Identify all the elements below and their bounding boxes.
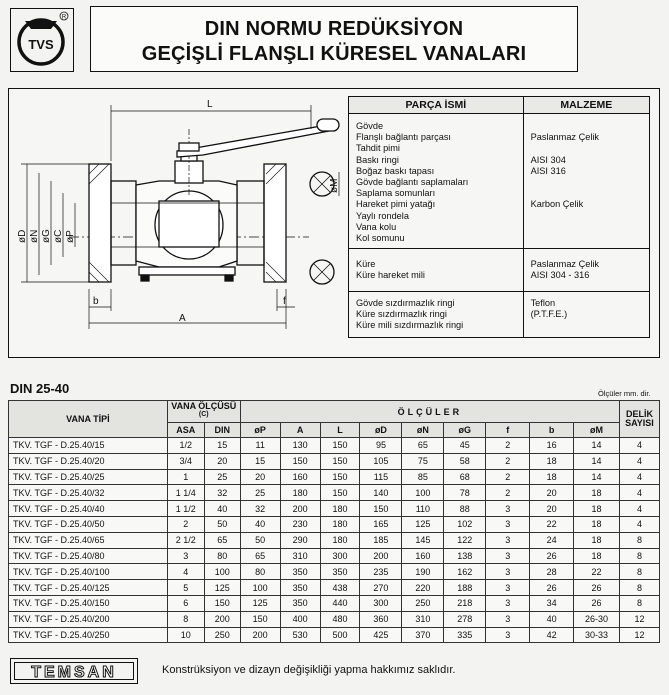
- brand-name: TEMSAN: [31, 664, 117, 681]
- title-line-1: DIN NORMU REDÜKSİYON: [204, 18, 464, 40]
- table-cell: 18: [574, 516, 620, 532]
- table-cell: 50: [204, 516, 240, 532]
- table-cell: 278: [444, 611, 486, 627]
- parts-group-1-materials: Paslanmaz Çelik AISI 304 AISI 316 Karbon Çelik: [523, 114, 649, 249]
- table-cell: 270: [360, 580, 402, 596]
- table-cell: 65: [402, 438, 444, 454]
- table-cell: 4: [619, 438, 659, 454]
- table-cell: 4: [619, 469, 659, 485]
- table-cell: 20: [204, 453, 240, 469]
- table-cell: 110: [402, 501, 444, 517]
- valve-model-cell: TKV. TGF - D.25.40/65: [9, 532, 168, 548]
- sub-header-cell: øD: [360, 423, 402, 438]
- table-cell: 2: [486, 485, 530, 501]
- valve-model-cell: TKV. TGF - D.25.40/250: [9, 627, 168, 643]
- table-cell: 2 1/2: [167, 532, 204, 548]
- table-cell: 3: [486, 580, 530, 596]
- table-cell: 34: [530, 595, 574, 611]
- table-cell: 220: [402, 580, 444, 596]
- table-cell: 1/2: [167, 438, 204, 454]
- table-cell: 10: [167, 627, 204, 643]
- table-cell: 22: [574, 564, 620, 580]
- table-cell: 8: [619, 580, 659, 596]
- table-cell: 16: [530, 438, 574, 454]
- parts-group-2-materials: Paslanmaz Çelik AISI 304 - 316: [523, 249, 649, 291]
- table-cell: 18: [574, 501, 620, 517]
- valve-model-cell: TKV. TGF - D.25.40/25: [9, 469, 168, 485]
- dim-label-N: øN: [29, 229, 40, 243]
- table-cell: 22: [530, 516, 574, 532]
- dim-label-G: øG: [41, 229, 52, 243]
- parts-group-3-materials: Teflon (P.T.F.E.): [523, 291, 649, 338]
- sub-header-cell: øN: [402, 423, 444, 438]
- table-cell: 26-30: [574, 611, 620, 627]
- table-cell: 140: [360, 485, 402, 501]
- table-cell: 4: [619, 501, 659, 517]
- header-holes: DELİK SAYISI: [619, 401, 659, 438]
- table-cell: 300: [320, 548, 360, 564]
- table-cell: 100: [240, 580, 280, 596]
- table-cell: 2: [486, 438, 530, 454]
- valve-model-cell: TKV. TGF - D.25.40/200: [9, 611, 168, 627]
- table-cell: 180: [320, 516, 360, 532]
- sub-header-cell: f: [486, 423, 530, 438]
- table-cell: 200: [280, 501, 320, 517]
- table-cell: 100: [204, 564, 240, 580]
- table-cell: 350: [280, 564, 320, 580]
- table-cell: 95: [360, 438, 402, 454]
- table-cell: 20: [240, 469, 280, 485]
- table-row: [9, 516, 660, 532]
- table-cell: 230: [280, 516, 320, 532]
- table-cell: 65: [204, 532, 240, 548]
- valve-model-cell: TKV. TGF - D.25.40/125: [9, 580, 168, 596]
- sub-header-cell: øG: [444, 423, 486, 438]
- table-cell: 165: [360, 516, 402, 532]
- table-cell: 290: [280, 532, 320, 548]
- table-cell: 150: [320, 438, 360, 454]
- table-cell: 8: [619, 532, 659, 548]
- table-cell: 40: [204, 501, 240, 517]
- table-cell: 14: [574, 469, 620, 485]
- table-cell: 24: [530, 532, 574, 548]
- valve-model-cell: TKV. TGF - D.25.40/50: [9, 516, 168, 532]
- table-cell: 100: [402, 485, 444, 501]
- table-cell: 58: [444, 453, 486, 469]
- table-cell: 6: [167, 595, 204, 611]
- table-cell: 190: [402, 564, 444, 580]
- table-cell: 18: [530, 469, 574, 485]
- dimensions-table: [8, 400, 660, 643]
- footer-note: Konstrüksiyon ve dizayn değişikliği yapma hakkımız saklıdır.: [162, 664, 456, 676]
- brand-logo: [10, 658, 138, 684]
- dim-label-P: øP: [65, 230, 76, 243]
- parts-header-material: MALZEME: [523, 97, 649, 114]
- table-cell: 8: [619, 595, 659, 611]
- dim-label-b: b: [93, 296, 99, 307]
- table-cell: 360: [360, 611, 402, 627]
- table-row: [9, 532, 660, 548]
- header-size: VANA ÖLÇÜSÜ $^{(C)}$: [167, 401, 240, 423]
- table-row: [9, 501, 660, 517]
- valve-model-cell: TKV. TGF - D.25.40/100: [9, 564, 168, 580]
- sub-header-cell: øP: [240, 423, 280, 438]
- dim-label-C: øC: [53, 229, 64, 243]
- table-cell: 530: [280, 627, 320, 643]
- table-cell: 5: [167, 580, 204, 596]
- table-cell: 4: [619, 516, 659, 532]
- table-cell: 30-33: [574, 627, 620, 643]
- valve-cross-section-drawing: [9, 89, 349, 357]
- table-cell: 45: [444, 438, 486, 454]
- table-cell: 180: [320, 532, 360, 548]
- dim-label-f: f: [283, 296, 286, 307]
- table-row: [9, 453, 660, 469]
- table-cell: 480: [320, 611, 360, 627]
- table-cell: 200: [360, 548, 402, 564]
- table-cell: 180: [320, 501, 360, 517]
- table-cell: 188: [444, 580, 486, 596]
- table-cell: 185: [360, 532, 402, 548]
- table-cell: 32: [204, 485, 240, 501]
- table-cell: 15: [204, 438, 240, 454]
- table-cell: 18: [574, 548, 620, 564]
- valve-model-cell: TKV. TGF - D.25.40/20: [9, 453, 168, 469]
- table-cell: 75: [402, 453, 444, 469]
- table-cell: 3: [486, 611, 530, 627]
- table-cell: 3/4: [167, 453, 204, 469]
- parts-group-1-names: Gövde Flanşlı bağlantı parçası Tahdit pimi Baskı ringi Boğaz baskı tapası Gövde bağlantı saplamaları Saplama somunları Hareket pimi yatağı Yaylı rondela Vana kolu Kol somunu: [349, 114, 524, 249]
- table-cell: 310: [402, 611, 444, 627]
- sub-header-cell: DIN: [204, 423, 240, 438]
- table-cell: 25: [204, 469, 240, 485]
- table-cell: 18: [574, 532, 620, 548]
- table-cell: 350: [320, 564, 360, 580]
- table-cell: 3: [486, 516, 530, 532]
- table-cell: 138: [444, 548, 486, 564]
- table-cell: 3: [486, 501, 530, 517]
- table-cell: 250: [402, 595, 444, 611]
- table-cell: 3: [486, 595, 530, 611]
- table-cell: 370: [402, 627, 444, 643]
- table-cell: 438: [320, 580, 360, 596]
- table-cell: 4: [619, 485, 659, 501]
- table-cell: 26: [530, 580, 574, 596]
- table-cell: 150: [320, 453, 360, 469]
- valve-model-cell: TKV. TGF - D.25.40/150: [9, 595, 168, 611]
- header-dimensions: ÖLÇÜLER: [240, 401, 619, 423]
- table-cell: 1 1/4: [167, 485, 204, 501]
- table-cell: 440: [320, 595, 360, 611]
- table-cell: 150: [240, 611, 280, 627]
- table-cell: 150: [360, 501, 402, 517]
- table-cell: 4: [619, 453, 659, 469]
- table-cell: 42: [530, 627, 574, 643]
- dim-label-D: øD: [17, 229, 28, 243]
- dim-label-L: L: [207, 99, 213, 110]
- table-row: [9, 595, 660, 611]
- sub-header-cell: b: [530, 423, 574, 438]
- table-cell: 40: [240, 516, 280, 532]
- table-cell: 150: [320, 469, 360, 485]
- table-cell: 235: [360, 564, 402, 580]
- table-cell: 12: [619, 611, 659, 627]
- sub-header-cell: A: [280, 423, 320, 438]
- header-model: VANA TİPİ: [9, 401, 168, 438]
- table-cell: 2: [486, 453, 530, 469]
- table-cell: 85: [402, 469, 444, 485]
- table-row: [9, 438, 660, 454]
- table-cell: 350: [280, 595, 320, 611]
- table-cell: 125: [402, 516, 444, 532]
- table-cell: 14: [574, 438, 620, 454]
- table-row: [9, 469, 660, 485]
- table-cell: 32: [240, 501, 280, 517]
- table-cell: 88: [444, 501, 486, 517]
- table-row: [9, 627, 660, 643]
- registered-mark: R: [61, 14, 67, 21]
- parts-group-2-names: Küre Küre hareket mili: [349, 249, 524, 291]
- title-box: [90, 6, 578, 72]
- table-cell: 3: [486, 532, 530, 548]
- table-row: [9, 548, 660, 564]
- table-cell: 160: [280, 469, 320, 485]
- table-cell: 14: [574, 453, 620, 469]
- table-cell: 130: [280, 438, 320, 454]
- table-cell: 3: [486, 548, 530, 564]
- table-cell: 28: [530, 564, 574, 580]
- table-cell: 18: [530, 453, 574, 469]
- table-cell: 425: [360, 627, 402, 643]
- table-cell: 78: [444, 485, 486, 501]
- table-row: [9, 485, 660, 501]
- parts-group-3-names: Gövde sızdırmazlık ringi Küre sızdırmazlık ringi Küre mili sızdırmazlık ringi: [349, 291, 524, 338]
- table-row: [9, 611, 660, 627]
- valve-model-cell: TKV. TGF - D.25.40/15: [9, 438, 168, 454]
- sub-header-cell: øM: [574, 423, 620, 438]
- table-cell: 15: [240, 453, 280, 469]
- table-cell: 26: [530, 548, 574, 564]
- table-cell: 122: [444, 532, 486, 548]
- table-cell: 125: [204, 580, 240, 596]
- table-cell: 105: [360, 453, 402, 469]
- dim-label-A: A: [179, 313, 186, 324]
- sub-header-cell: ASA: [167, 423, 204, 438]
- table-cell: 102: [444, 516, 486, 532]
- table-cell: 115: [360, 469, 402, 485]
- table-cell: 3: [486, 627, 530, 643]
- table-cell: 11: [240, 438, 280, 454]
- dimensions-table-body: [9, 438, 660, 643]
- table-row: [9, 564, 660, 580]
- table-cell: 80: [204, 548, 240, 564]
- table-cell: 310: [280, 548, 320, 564]
- table-cell: 8: [619, 548, 659, 564]
- sub-header-cell: L: [320, 423, 360, 438]
- table-cell: 4: [167, 564, 204, 580]
- section-title: DIN 25-40: [10, 381, 70, 396]
- table-cell: 162: [444, 564, 486, 580]
- table-cell: 218: [444, 595, 486, 611]
- logo-text: TVS: [28, 37, 54, 52]
- company-logo: [10, 8, 74, 72]
- table-cell: 145: [402, 532, 444, 548]
- parts-header-part: PARÇA İSMİ: [349, 97, 524, 114]
- dim-label-M: øM: [329, 178, 340, 193]
- table-row: [9, 580, 660, 596]
- title-line-2: GEÇİŞLİ FLANŞLI KÜRESEL VANALARI: [141, 43, 527, 65]
- table-cell: 2: [167, 516, 204, 532]
- table-cell: 150: [320, 485, 360, 501]
- table-cell: 18: [574, 485, 620, 501]
- table-cell: 1 1/2: [167, 501, 204, 517]
- table-cell: 3: [486, 564, 530, 580]
- table-cell: 25: [240, 485, 280, 501]
- table-cell: 350: [280, 580, 320, 596]
- table-cell: 12: [619, 627, 659, 643]
- table-cell: 180: [280, 485, 320, 501]
- table-cell: 200: [240, 627, 280, 643]
- table-cell: 8: [619, 564, 659, 580]
- table-cell: 400: [280, 611, 320, 627]
- table-cell: 125: [240, 595, 280, 611]
- table-cell: 8: [167, 611, 204, 627]
- table-cell: 26: [574, 580, 620, 596]
- table-cell: 50: [240, 532, 280, 548]
- unit-note: Ölçüler mm. dir.: [598, 389, 651, 398]
- table-cell: 150: [204, 595, 240, 611]
- valve-model-cell: TKV. TGF - D.25.40/40: [9, 501, 168, 517]
- table-cell: 80: [240, 564, 280, 580]
- table-cell: 2: [486, 469, 530, 485]
- table-cell: 335: [444, 627, 486, 643]
- valve-model-cell: TKV. TGF - D.25.40/32: [9, 485, 168, 501]
- valve-model-cell: TKV. TGF - D.25.40/80: [9, 548, 168, 564]
- table-cell: 3: [167, 548, 204, 564]
- table-cell: 200: [204, 611, 240, 627]
- table-cell: 20: [530, 501, 574, 517]
- table-cell: 160: [402, 548, 444, 564]
- table-cell: 250: [204, 627, 240, 643]
- table-cell: 500: [320, 627, 360, 643]
- table-cell: 1: [167, 469, 204, 485]
- table-cell: 65: [240, 548, 280, 564]
- table-cell: 68: [444, 469, 486, 485]
- table-cell: 20: [530, 485, 574, 501]
- table-cell: 40: [530, 611, 574, 627]
- table-cell: 150: [280, 453, 320, 469]
- table-cell: 26: [574, 595, 620, 611]
- table-cell: 300: [360, 595, 402, 611]
- parts-material-table: [348, 96, 650, 338]
